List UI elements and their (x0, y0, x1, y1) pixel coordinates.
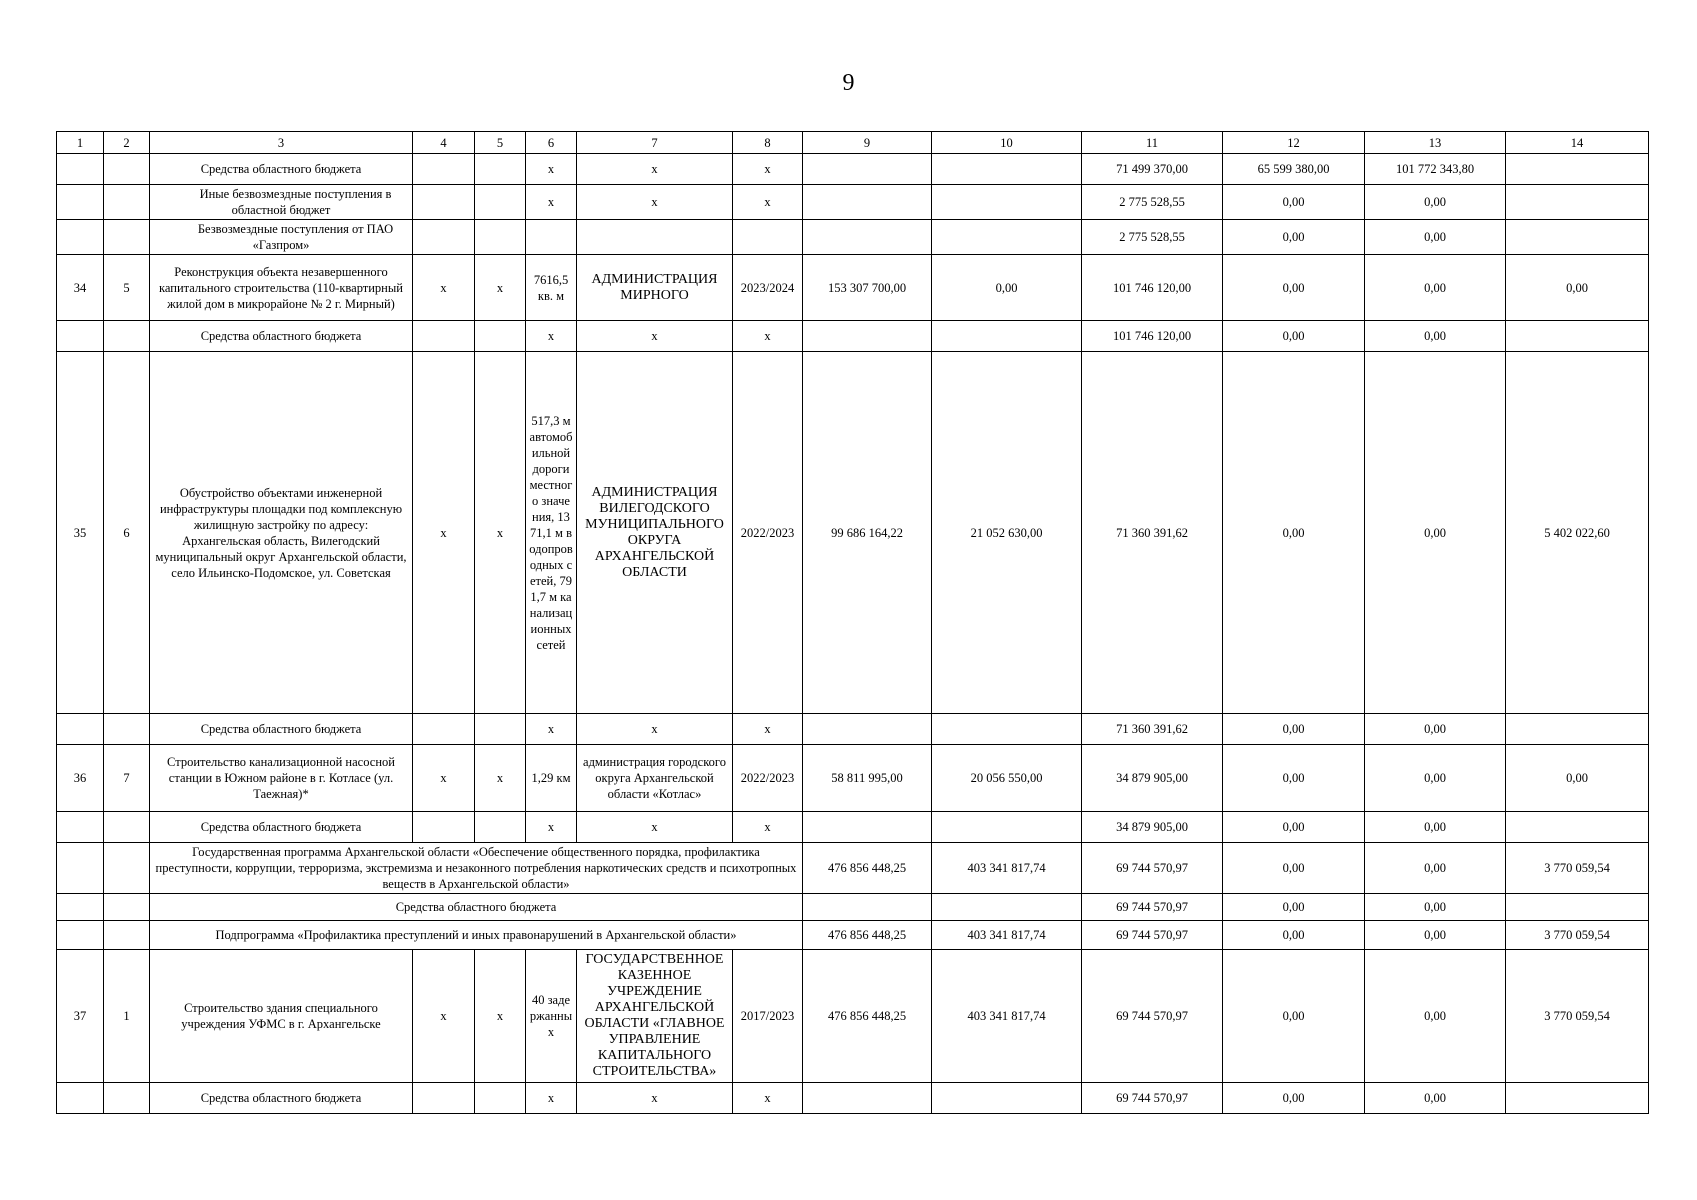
cell-c10 (932, 894, 1082, 921)
table-row (57, 220, 1649, 255)
cell-num (57, 843, 104, 894)
cell-c9: 58 811 995,00 (803, 745, 932, 812)
cell-name: Строительство здания специального учреждения УФМС в г. Архангельске (150, 950, 413, 1083)
header-row (57, 132, 1649, 154)
cell-c9: 99 686 164,22 (803, 352, 932, 714)
cell-c11: 71 360 391,62 (1082, 714, 1223, 745)
cell-c12: 0,00 (1223, 843, 1365, 894)
cell-num: 36 (57, 745, 104, 812)
cell-c11: 34 879 905,00 (1082, 745, 1223, 812)
cell-c5: х (475, 352, 526, 714)
cell-c11: 101 746 120,00 (1082, 321, 1223, 352)
cell-c4 (413, 714, 475, 745)
cell-c8: 2022/2023 (733, 352, 803, 714)
cell-c9 (803, 894, 932, 921)
cell-c13: 0,00 (1365, 185, 1506, 220)
cell-name: Реконструкция объекта незавершенного капитального строительства (110-квартирный жилой дом в микрорайоне № 2 г. Мирный) (150, 255, 413, 321)
page-number: 9 (842, 70, 855, 96)
cell-c10 (932, 1083, 1082, 1114)
cell-c12: 0,00 (1223, 812, 1365, 843)
cell-program-title: Государственная программа Архангельской области «Обеспечение общественного порядка, профилактика преступности, коррупции, терроризма, экстремизма и незаконного потребления наркотических средств и психотропных веществ в Архангельской области» (150, 843, 803, 894)
cell-c5 (475, 185, 526, 220)
cell-subnum (104, 321, 150, 352)
cell-c5: х (475, 950, 526, 1083)
cell-name: Обустройство объектами инженерной инфраструктуры площадки под комплексную жилищную застройку по адресу: Архангельская область, Вилегодский муниципальный округ Архангельской области, село Ильинско-Подомское, ул. Советская (150, 352, 413, 714)
cell-c6: х (526, 714, 577, 745)
cell-num (57, 921, 104, 950)
header-cell: 5 (475, 132, 526, 154)
cell-c13: 0,00 (1365, 1083, 1506, 1114)
cell-c12: 0,00 (1223, 220, 1365, 255)
cell-c10: 20 056 550,00 (932, 745, 1082, 812)
cell-c13: 0,00 (1365, 812, 1506, 843)
cell-c4: х (413, 745, 475, 812)
cell-c14 (1506, 185, 1649, 220)
cell-c6: х (526, 185, 577, 220)
cell-name: Средства областного бюджета (150, 714, 413, 745)
cell-c7: х (577, 714, 733, 745)
cell-name: Безвозмездные поступления от ПАО «Газпром» (150, 220, 413, 255)
cell-c9 (803, 185, 932, 220)
cell-c12: 0,00 (1223, 185, 1365, 220)
cell-c8: 2017/2023 (733, 950, 803, 1083)
cell-c11: 101 746 120,00 (1082, 255, 1223, 321)
cell-c7: х (577, 154, 733, 185)
cell-c13: 0,00 (1365, 352, 1506, 714)
cell-subnum (104, 1083, 150, 1114)
cell-c14 (1506, 714, 1649, 745)
cell-name: Средства областного бюджета (150, 894, 803, 921)
cell-num (57, 1083, 104, 1114)
cell-c4: х (413, 950, 475, 1083)
cell-num (57, 812, 104, 843)
cell-c8: 2022/2023 (733, 745, 803, 812)
cell-c13: 0,00 (1365, 255, 1506, 321)
cell-c5: х (475, 745, 526, 812)
table-row (57, 745, 1649, 812)
cell-num (57, 185, 104, 220)
cell-c14: 5 402 022,60 (1506, 352, 1649, 714)
cell-c4 (413, 220, 475, 255)
header-cell: 10 (932, 132, 1082, 154)
cell-c14: 3 770 059,54 (1506, 950, 1649, 1083)
cell-c13: 0,00 (1365, 950, 1506, 1083)
cell-c14 (1506, 894, 1649, 921)
header-cell: 2 (104, 132, 150, 154)
cell-c10: 0,00 (932, 255, 1082, 321)
cell-c14 (1506, 321, 1649, 352)
cell-c12: 0,00 (1223, 894, 1365, 921)
cell-c6: х (526, 321, 577, 352)
header-cell: 12 (1223, 132, 1365, 154)
table-row (57, 921, 1649, 950)
cell-c11: 69 744 570,97 (1082, 843, 1223, 894)
cell-c14: 3 770 059,54 (1506, 921, 1649, 950)
cell-c8: х (733, 812, 803, 843)
cell-c10: 21 052 630,00 (932, 352, 1082, 714)
cell-c10: 403 341 817,74 (932, 843, 1082, 894)
cell-name: Строительство канализационной насосной станции в Южном районе в г. Котласе (ул. Таежная)* (150, 745, 413, 812)
cell-c11: 69 744 570,97 (1082, 894, 1223, 921)
cell-name: Средства областного бюджета (150, 1083, 413, 1114)
cell-subnum: 5 (104, 255, 150, 321)
header-cell: 1 (57, 132, 104, 154)
table-row (57, 843, 1649, 894)
table-row (57, 894, 1649, 921)
cell-c10 (932, 321, 1082, 352)
cell-c7: ГОСУДАРСТВЕННОЕ КАЗЕННОЕ УЧРЕЖДЕНИЕ АРХАНГЕЛЬСКОЙ ОБЛАСТИ «ГЛАВНОЕ УПРАВЛЕНИЕ КАПИТАЛЬНОГО СТРОИТЕЛЬСТВА» (577, 950, 733, 1083)
cell-c13: 0,00 (1365, 714, 1506, 745)
cell-c12: 0,00 (1223, 950, 1365, 1083)
header-cell: 13 (1365, 132, 1506, 154)
cell-c4 (413, 812, 475, 843)
cell-c7 (577, 220, 733, 255)
cell-c12: 0,00 (1223, 352, 1365, 714)
cell-c4: х (413, 255, 475, 321)
cell-c6: х (526, 1083, 577, 1114)
cell-c7: АДМИНИСТРАЦИЯ МИРНОГО (577, 255, 733, 321)
cell-num (57, 714, 104, 745)
cell-subnum: 7 (104, 745, 150, 812)
cell-c5: х (475, 255, 526, 321)
cell-c13: 101 772 343,80 (1365, 154, 1506, 185)
cell-c10 (932, 714, 1082, 745)
cell-c11: 2 775 528,55 (1082, 185, 1223, 220)
cell-c10: 403 341 817,74 (932, 921, 1082, 950)
cell-c7: администрация городского округа Архангельской области «Котлас» (577, 745, 733, 812)
cell-name: Средства областного бюджета (150, 321, 413, 352)
cell-c9 (803, 714, 932, 745)
cell-name: Иные безвозмездные поступления в областной бюджет (150, 185, 413, 220)
header-cell: 3 (150, 132, 413, 154)
cell-c14 (1506, 154, 1649, 185)
table-row (57, 321, 1649, 352)
cell-c5 (475, 321, 526, 352)
cell-c14: 0,00 (1506, 745, 1649, 812)
cell-c13: 0,00 (1365, 894, 1506, 921)
header-cell: 7 (577, 132, 733, 154)
cell-c9: 153 307 700,00 (803, 255, 932, 321)
cell-subnum (104, 220, 150, 255)
cell-c13: 0,00 (1365, 321, 1506, 352)
investment-table (56, 131, 1649, 1114)
cell-c10 (932, 220, 1082, 255)
cell-name: Средства областного бюджета (150, 154, 413, 185)
cell-subnum (104, 154, 150, 185)
cell-c9 (803, 220, 932, 255)
table-row (57, 154, 1649, 185)
cell-c7: х (577, 185, 733, 220)
cell-c6: х (526, 154, 577, 185)
cell-c14 (1506, 220, 1649, 255)
cell-num (57, 321, 104, 352)
cell-c13: 0,00 (1365, 220, 1506, 255)
cell-subnum: 6 (104, 352, 150, 714)
cell-c14 (1506, 1083, 1649, 1114)
cell-c8 (733, 220, 803, 255)
header-cell: 11 (1082, 132, 1223, 154)
cell-c7: х (577, 1083, 733, 1114)
cell-subnum: 1 (104, 950, 150, 1083)
table-row (57, 1083, 1649, 1114)
cell-subnum (104, 812, 150, 843)
cell-c9: 476 856 448,25 (803, 921, 932, 950)
cell-num (57, 894, 104, 921)
header-cell: 8 (733, 132, 803, 154)
cell-c5 (475, 220, 526, 255)
cell-c4 (413, 154, 475, 185)
cell-c12: 0,00 (1223, 745, 1365, 812)
cell-name: Средства областного бюджета (150, 812, 413, 843)
cell-c5 (475, 714, 526, 745)
cell-c11: 69 744 570,97 (1082, 1083, 1223, 1114)
header-cell: 4 (413, 132, 475, 154)
cell-subnum (104, 185, 150, 220)
cell-c11: 69 744 570,97 (1082, 950, 1223, 1083)
header-cell: 9 (803, 132, 932, 154)
cell-subnum (104, 921, 150, 950)
cell-c4 (413, 185, 475, 220)
cell-c6: 7616,5 кв. м (526, 255, 577, 321)
cell-c14: 0,00 (1506, 255, 1649, 321)
table-row (57, 714, 1649, 745)
cell-c5 (475, 154, 526, 185)
cell-c4 (413, 321, 475, 352)
cell-c14: 3 770 059,54 (1506, 843, 1649, 894)
cell-c6 (526, 220, 577, 255)
cell-c6: х (526, 812, 577, 843)
cell-c13: 0,00 (1365, 745, 1506, 812)
cell-c9 (803, 812, 932, 843)
cell-c11: 71 360 391,62 (1082, 352, 1223, 714)
cell-c12: 0,00 (1223, 714, 1365, 745)
cell-c8: х (733, 714, 803, 745)
cell-c7: х (577, 321, 733, 352)
cell-c9 (803, 321, 932, 352)
cell-c11: 2 775 528,55 (1082, 220, 1223, 255)
cell-c13: 0,00 (1365, 843, 1506, 894)
cell-c11: 71 499 370,00 (1082, 154, 1223, 185)
cell-c8: х (733, 1083, 803, 1114)
cell-c12: 0,00 (1223, 921, 1365, 950)
header-cell: 14 (1506, 132, 1649, 154)
cell-num: 34 (57, 255, 104, 321)
cell-c4 (413, 1083, 475, 1114)
table-row (57, 352, 1649, 714)
table-row (57, 812, 1649, 843)
cell-c12: 65 599 380,00 (1223, 154, 1365, 185)
cell-num: 35 (57, 352, 104, 714)
cell-c5 (475, 1083, 526, 1114)
cell-c10 (932, 185, 1082, 220)
cell-c8: х (733, 185, 803, 220)
cell-c11: 69 744 570,97 (1082, 921, 1223, 950)
table-row (57, 950, 1649, 1083)
table-row (57, 185, 1649, 220)
cell-c4: х (413, 352, 475, 714)
cell-c6: 40 задержанных (526, 950, 577, 1083)
cell-c11: 34 879 905,00 (1082, 812, 1223, 843)
cell-c7: АДМИНИСТРАЦИЯ ВИЛЕГОДСКОГО МУНИЦИПАЛЬНОГО ОКРУГА АРХАНГЕЛЬСКОЙ ОБЛАСТИ (577, 352, 733, 714)
cell-c9: 476 856 448,25 (803, 843, 932, 894)
cell-c8: х (733, 154, 803, 185)
cell-c10 (932, 154, 1082, 185)
cell-c10 (932, 812, 1082, 843)
header-cell: 6 (526, 132, 577, 154)
cell-c8: 2023/2024 (733, 255, 803, 321)
cell-c7: х (577, 812, 733, 843)
cell-subnum (104, 843, 150, 894)
cell-c9: 476 856 448,25 (803, 950, 932, 1083)
cell-c10: 403 341 817,74 (932, 950, 1082, 1083)
cell-c9 (803, 1083, 932, 1114)
cell-c13: 0,00 (1365, 921, 1506, 950)
cell-c14 (1506, 812, 1649, 843)
cell-subnum (104, 714, 150, 745)
cell-c8: х (733, 321, 803, 352)
cell-c9 (803, 154, 932, 185)
cell-c6: 517,3 м автомобильной дороги местного значения, 1371,1 м водопроводных сетей, 791,7 м канализационных сетей (526, 352, 577, 714)
cell-c12: 0,00 (1223, 1083, 1365, 1114)
table-row (57, 255, 1649, 321)
cell-c12: 0,00 (1223, 255, 1365, 321)
cell-num (57, 220, 104, 255)
cell-subnum (104, 894, 150, 921)
cell-c6: 1,29 км (526, 745, 577, 812)
cell-subprogram-title: Подпрограмма «Профилактика преступлений и иных правонарушений в Архангельской области» (150, 921, 803, 950)
cell-num (57, 154, 104, 185)
cell-num: 37 (57, 950, 104, 1083)
cell-c12: 0,00 (1223, 321, 1365, 352)
cell-c5 (475, 812, 526, 843)
